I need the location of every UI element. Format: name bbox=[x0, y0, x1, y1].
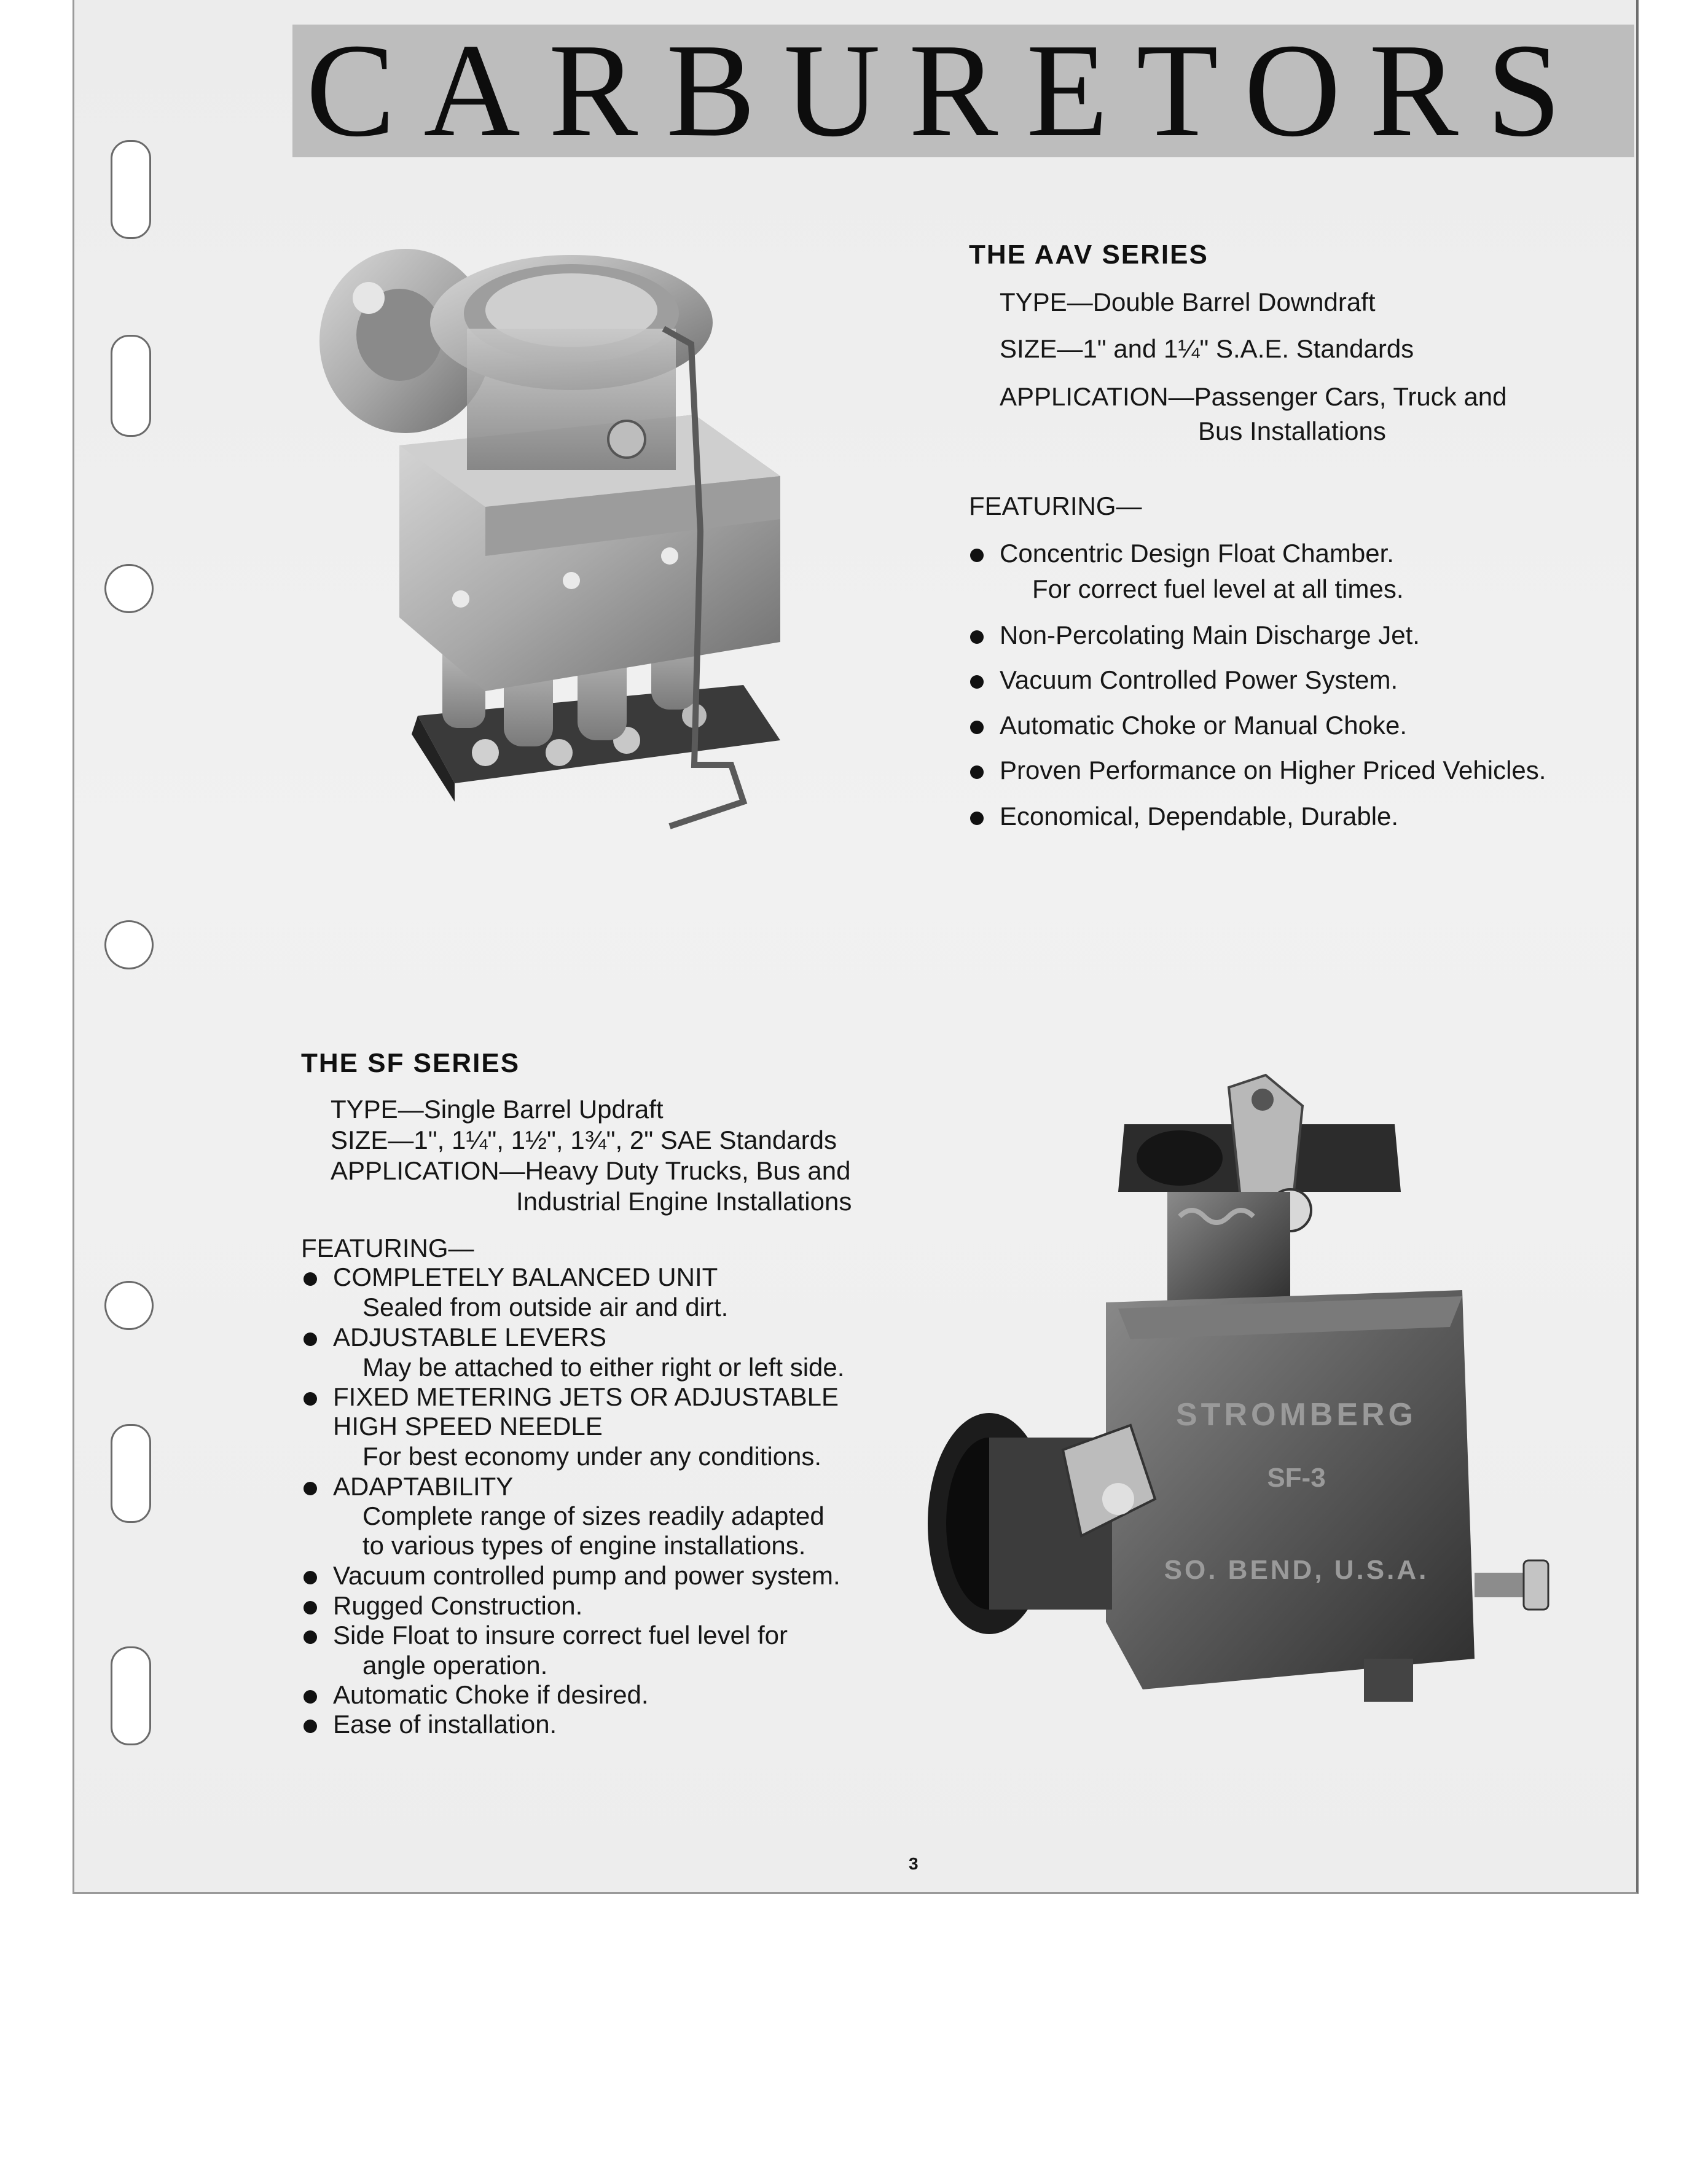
sf-feature-item: Ease of installation. bbox=[333, 1710, 557, 1739]
sf-feature-item: Vacuum controlled pump and power system. bbox=[333, 1561, 840, 1590]
aav-feature-item: Concentric Design Float Chamber. bbox=[1000, 539, 1394, 568]
sf-feature-detail: Sealed from outside air and dirt. bbox=[362, 1293, 729, 1321]
binder-round-hole bbox=[104, 920, 154, 969]
sf-feature-item: ADAPTABILITY bbox=[333, 1472, 514, 1501]
binder-slot-hole bbox=[111, 1424, 151, 1523]
page-title: CARBURETORS bbox=[306, 17, 1589, 165]
binder-round-hole bbox=[104, 564, 154, 613]
aav-feature-item: Economical, Dependable, Durable. bbox=[1000, 802, 1399, 831]
sf-feature-item: Side Float to insure correct fuel level for bbox=[333, 1621, 788, 1649]
binder-slot-hole bbox=[111, 335, 151, 437]
casting-origin: SO. BEND, U.S.A. bbox=[1164, 1555, 1429, 1585]
aav-feature-item: Vacuum Controlled Power System. bbox=[1000, 665, 1398, 694]
sf-application-cont: Industrial Engine Installations bbox=[516, 1187, 852, 1216]
aav-featuring: FEATURING— bbox=[969, 491, 1142, 520]
aav-feature-item: Non-Percolating Main Discharge Jet. bbox=[1000, 620, 1420, 649]
sf-feature-item: FIXED METERING JETS OR ADJUSTABLE bbox=[333, 1382, 839, 1411]
aav-feature-item: Automatic Choke or Manual Choke. bbox=[1000, 711, 1407, 740]
sf-feature-detail: May be attached to either right or left side. bbox=[362, 1353, 845, 1382]
binder-slot-hole bbox=[111, 140, 151, 239]
sf-feature-detail: For best economy under any conditions. bbox=[362, 1442, 822, 1471]
sf-application: APPLICATION—Heavy Duty Trucks, Bus and bbox=[331, 1156, 851, 1185]
binder-slot-hole bbox=[111, 1646, 151, 1745]
casting-model: SF-3 bbox=[1267, 1463, 1326, 1493]
sf-feature-detail: Complete range of sizes readily adapted bbox=[362, 1501, 825, 1530]
aav-application-cont: Bus Installations bbox=[1198, 417, 1386, 445]
aav-heading: THE AAV SERIES bbox=[969, 240, 1209, 270]
sf-feature-item: Automatic Choke if desired. bbox=[333, 1680, 649, 1709]
casting-brand: STROMBERG bbox=[1176, 1397, 1417, 1433]
sf-feature-item: COMPLETELY BALANCED UNIT bbox=[333, 1262, 718, 1291]
sf-feature-item-cont: HIGH SPEED NEEDLE bbox=[333, 1412, 603, 1441]
sf-feature-detail: angle operation. bbox=[362, 1651, 548, 1680]
sf-carburetor-photo bbox=[922, 1069, 1554, 1714]
aav-type: TYPE—Double Barrel Downdraft bbox=[1000, 288, 1376, 316]
sf-heading: THE SF SERIES bbox=[301, 1048, 520, 1078]
sf-size: SIZE—1", 1¼", 1½", 1¾", 2" SAE Standards bbox=[331, 1125, 837, 1154]
aav-size: SIZE—1" and 1¼" S.A.E. Standards bbox=[1000, 334, 1414, 363]
aav-feature-item: Proven Performance on Higher Priced Vehicles. bbox=[1000, 756, 1546, 785]
sf-feature-detail: to various types of engine installations. bbox=[362, 1531, 806, 1560]
sf-feature-item: ADJUSTABLE LEVERS bbox=[333, 1323, 607, 1352]
sf-featuring: FEATURING— bbox=[301, 1234, 474, 1262]
sf-type: TYPE—Single Barrel Updraft bbox=[331, 1095, 664, 1124]
binder-round-hole bbox=[104, 1281, 154, 1330]
aav-carburetor-photo bbox=[301, 212, 891, 875]
aav-application: APPLICATION—Passenger Cars, Truck and bbox=[1000, 382, 1507, 411]
aav-feature-detail: For correct fuel level at all times. bbox=[1032, 574, 1404, 603]
page-number: 3 bbox=[909, 1854, 919, 1873]
sf-feature-item: Rugged Construction. bbox=[333, 1591, 583, 1620]
